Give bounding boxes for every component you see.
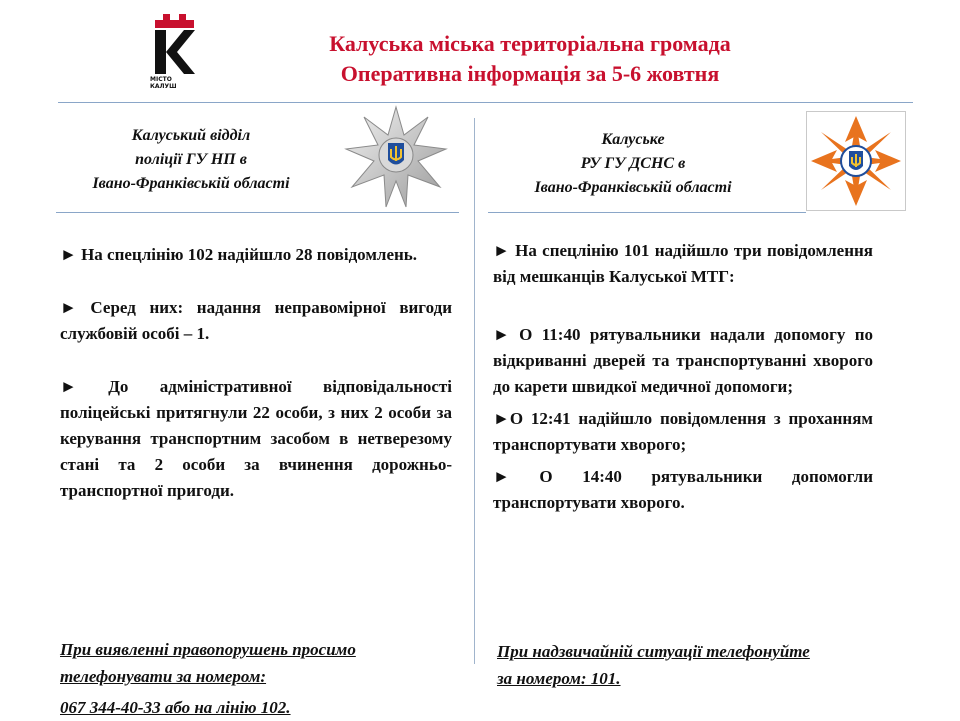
page-title: Калуська міська територіальна громада <box>329 31 731 56</box>
police-header-underline <box>56 212 459 213</box>
logo-caption: МІСТО КАЛУШ <box>150 76 177 90</box>
column-divider <box>474 118 475 664</box>
dsns-paragraph: ► О 14:40 рятувальники допомогли транспортувати хворого. <box>493 467 873 512</box>
police-phone-number: 067 344-40-33 або на лінію 102. <box>60 698 291 717</box>
police-paragraph: ► На спецлінію 102 надійшло 28 повідомлень. <box>60 245 418 264</box>
police-report <box>60 242 452 504</box>
police-star-emblem-icon <box>344 105 448 209</box>
police-paragraph: ► Серед них: надання неправомірної вигоди службовій особі – 1. <box>60 298 452 343</box>
dsns-paragraph: ► На спецлінію 101 надійшло три повідомлення від мешканців Калуської МТГ: <box>493 241 873 286</box>
dsns-header-underline <box>488 212 806 213</box>
kalush-city-logo <box>150 10 200 96</box>
dsns-phone-number: за номером: 101. <box>497 669 621 688</box>
police-paragraph: ► До адміністративної відповідальності поліцейські притягнули 22 особи, з них 2 особи за керування транспортним засобом в нетверезому стані та 2 особи за вчинення дорожньо-транспортної пригоди. <box>60 377 452 500</box>
header-divider <box>58 102 913 103</box>
police-org-name: Калуський відділ поліції ГУ НП в Івано-Франківській області <box>92 127 290 192</box>
police-footer: При виявленні правопорушень просимо телефонувати за номером: 067 344-40-33 або на лінію 102. <box>60 636 460 721</box>
page-subtitle: Оперативна інформація за 5-6 жовтня <box>340 61 720 86</box>
police-emblem <box>344 105 448 209</box>
dsns-report <box>493 238 873 516</box>
dsns-org-name: Калуське РУ ГУ ДСНС в Івано-Франківській області <box>534 131 732 196</box>
dsns-footer: При надзвичайній ситуації телефонуйте за номером: 101. <box>497 638 897 692</box>
dsns-cross-emblem-icon <box>807 112 905 210</box>
dsns-paragraph: ► О 11:40 рятувальники надали допомогу по відкриванні дверей та транспортуванні хворого до карети швидкої медичної допомоги; <box>493 325 873 396</box>
dsns-paragraph: ►О 12:41 надійшло повідомлення з проханням транспортувати хворого; <box>493 409 873 454</box>
dsns-emblem <box>806 111 906 211</box>
